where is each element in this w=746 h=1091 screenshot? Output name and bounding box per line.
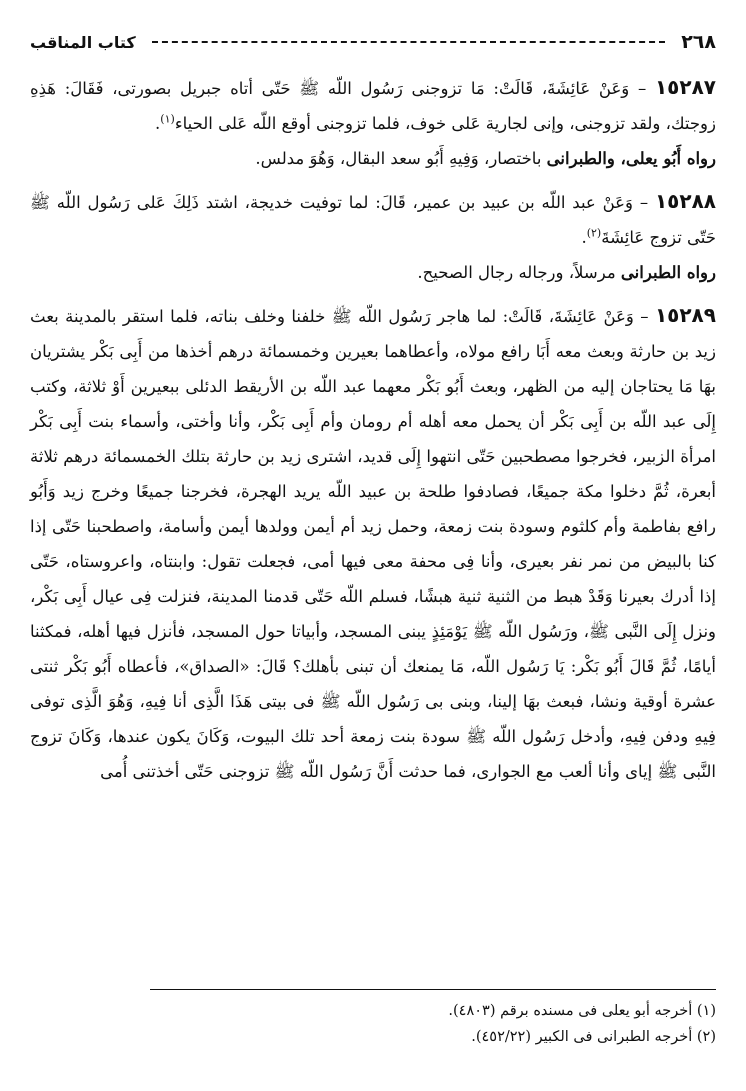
book-title: كتاب المناقب (30, 32, 136, 52)
source-note: مرسلاً، ورجاله رجال الصحيح. (417, 263, 621, 282)
source-narrators: رواه أَبُو يعلى، والطبرانى (546, 149, 716, 168)
source-narrators: رواه الطبرانى (620, 263, 716, 282)
hadith-source (30, 141, 716, 176)
hadith-source (30, 255, 716, 290)
page-number: ٢٦٨ (681, 31, 716, 53)
hadith-number: ١٥٢٨٧ (654, 75, 716, 99)
footnote-ref: (٢) (586, 226, 602, 240)
page (30, 0, 716, 1091)
footnote-rule (150, 989, 716, 990)
hadith-text: وَعَنْ عَائِشَةَ، قَالَتْ: مَا تزوجنى رَسُول اللّه ﷺ حَتّى أتاه جبريل بصورتى، فَقَالَ: هَذِهِ زوجتك، ولقد تزوجنى، وإنى لجارية عَلى خوف، فلما تزوجنى أوقع اللّه عَلى الحياء (30, 79, 716, 133)
page-body (30, 70, 716, 789)
hadith-15288 (30, 184, 716, 255)
hadith-dash: – (633, 307, 655, 326)
hadith-end: . (155, 114, 161, 133)
hadith-end: . (581, 228, 587, 247)
footnote-ref: (١) (160, 112, 175, 126)
hadith-text: وَعَنْ عَائِشَةَ، قَالَتْ: لما هاجر رَسُول اللّه ﷺ خلفنا وخلف بناته، فلما استقر بالمدينة بعث زيد بن حارثة وبعث معه أَبَا رافع مولاه، وأعطاهما بعيرين وخمسمائة درهم أخذها من أَبِى بَكْر يشتريان بهَا مَا يحتاجان إليه من الظهر، وبعث أَبُو بَكْر معهما عبد اللّه بن الأريقط الدئلى ببعيرين أَوْ ثلاثة، وكتب إِلَى عبد اللّه بن أَبِى بَكْر أن يحمل معه أهله أم رومان وأم أَبِى بَكْر، وأنا وأختى، وأسماء بنت أَبِى بَكْر امرأة الزبير، فخرجوا مصطحبين حَتّى انتهوا إِلَى قديد، اشترى زيد بن حارثة بتلك الخمسمائة درهم ثلاثة أبعرة، ثُمَّ دخلوا مكة جميعًا، فصادفوا طلحة بن عبيد اللّه يريد الهجرة، فخرجنا جميعًا وخرج زيد وَأَبُو رافع بفاطمة وأم كلثوم وسودة بنت زمعة، وحمل زيد أم أيمن وولدها أيمن وأسامة، واصطحبنا حَتّى إذا كنا بالبيض من نمر نفر بعيرى، وأنا فِى محفة معى فيها أمى، فجعلت تقول: وابنتاه، واعروستاه، حَتّى إذا أدرك بعيرنا وَقَدْ هبط من الثنية ثنية هبشًا، فسلم اللّه حَتّى قدمنا المدينة، فنزلت فِى عيال أَبِى بَكْر، ونزل إِلَى النَّبى ﷺ، ورَسُول اللّه ﷺ يَوْمَئِذٍ يبنى المسجد، وأبياتا حول المسجد، فأنزل فيها أهله، فمكثنا أيامًا، ثُمَّ قَالَ أَبُو بَكْر: يَا رَسُول اللّه، مَا يمنعك أن تبنى بأهلك؟ قَالَ: «الصداق»، فأعطاه أَبُو بَكْر ثنتى عشرة أوقية ونشا، فبعث بهَا إلينا، وبنى بى رَسُول اللّه ﷺ فى بيتى هَذَا الَّذِى أنا فِيهِ، وَهُوَ الَّذِى توفى فِيهِ ودفن فِيهِ، وأدخل رَسُول اللّه ﷺ سودة بنت زمعة أحد تلك البيوت، وَكَانَ يكون عندها، وَكَانَ تزوج النَّبى ﷺ إياى وأنا ألعب مع الجوارى، فما حدثت أَنَّ رَسُول اللّه ﷺ تزوجنى حَتّى أخذتنى أُمى (30, 307, 716, 781)
hadith-dash: – (629, 79, 655, 98)
hadith-text: وَعَنْ عبد اللّه بن عبيد بن عمير، قَالَ: لما توفيت خديجة، اشتد ذَلِكَ عَلى رَسُول اللّه ﷺ حَتّى تزوج عَائِشَةَ (30, 193, 716, 247)
hadith-dash: – (633, 193, 655, 212)
hadith-15289 (30, 298, 716, 789)
hadith-number: ١٥٢٨٩ (654, 303, 716, 327)
hadith-15287 (30, 70, 716, 141)
page-header (30, 28, 716, 56)
footnote-2: (٢) أخرجه الطبرانى فى الكبير (٤٥٢/٢٢). (471, 1029, 716, 1045)
footnote-1: (١) أخرجه أبو يعلى فى مسنده برقم (٤٨٠٣). (448, 1003, 716, 1019)
hadith-number: ١٥٢٨٨ (654, 189, 716, 213)
header-rule (152, 41, 666, 43)
source-note: باختصار، وَفِيهِ أَبُو سعد البقال، وَهُوَ مدلس. (255, 149, 547, 168)
footnotes (30, 998, 716, 1050)
